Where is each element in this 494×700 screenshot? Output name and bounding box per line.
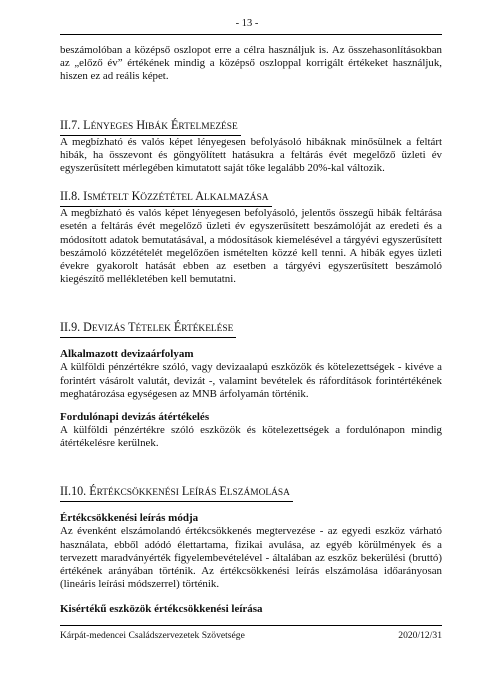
section-heading-ii8: II.8. ISMÉTELT KÖZZÉTÉTEL ALKALMAZÁSA — [60, 189, 272, 207]
intro-paragraph: beszámolóban a középső oszlopot erre a célra használjuk is. Az összehasonlításokban az „előző év” értékének mindig a középső oszloppal korrigált értékeket használjuk, hiszen ez ad reális képet. — [60, 44, 442, 83]
header-rule — [60, 34, 442, 35]
subsection-title-depreciation-method: Értékcsökkenési leírás módja — [60, 512, 199, 525]
footer-rule — [60, 625, 442, 626]
section-body-ii7: A megbízható és valós képet lényegesen befolyásoló hibáknak minősülnek a feltárt hibák, ha összevont és göngyölített hatásukra a feltárás évét megelőző üzleti év egyszerűsített mérlegében kimutatott saját tőke legalább 20%-kal változik. — [60, 135, 442, 175]
subsection-title-exchange-rate: Alkalmazott devizaárfolyam — [60, 348, 194, 361]
section-body-ii8: A megbízható és valós képet lényegesen befolyásoló, jelentős összegű hibák feltárása esetén a feltárás évét megelőző üzleti év egyszerűsített beszámolóját az eredeti és a módosított adatok bemutatásával, a módosítások kiemelésével a tárgyévi egyszerűsített beszámoló közzétételét megelőzően ismételten közzé kell tenni. A hibák egyes üzleti évekre gyakorolt hatását ebben az esetben a tárgyévi egyszerűsített beszámoló kiegészítő mellékletében kell bemutatni. — [60, 207, 442, 286]
footer-organization: Kárpát-medencei Családszervezetek Szövetsége — [60, 630, 245, 641]
subsection-body-exchange-rate: A külföldi pénzértékre szóló, vagy devizaalapú eszközök és kötelezettségek - kivéve a forintért vásárolt valutát, devizát -, valamint bevételek és ráfordítások forintértékének meghatározása egységesen az MNB árfolyamán történik. — [60, 361, 442, 400]
subsection-title-low-value-assets: Kisértékű eszközök értékcsökkenési leírása — [60, 603, 263, 616]
subsection-body-depreciation-method: Az évenként elszámolandó értékcsökkenés megtervezése - az egyedi eszköz várható használata, ebből adódó élettartama, fizikai avulása, az egyéb körülmények és a tervezett maradványérték figyelembevételével - általában az eszköz bekerülési (bruttó) értékének arányában történik. Az értékcsökkenési leírás elszámolása időarányosan (lineáris leírási módszerrel) történik. — [60, 525, 442, 591]
section-heading-ii10: II.10. ÉRTÉKCSÖKKENÉSI LEÍRÁS ELSZÁMOLÁSA — [60, 484, 293, 502]
footer-date: 2020/12/31 — [398, 630, 442, 641]
section-heading-ii7: II.7. LÉNYEGES HIBÁK ÉRTELMEZÉSE — [60, 118, 241, 136]
page-number: - 13 - — [235, 18, 259, 29]
subsection-title-revaluation: Fordulónapi devizás átértékelés — [60, 411, 210, 424]
page-footer — [60, 630, 442, 641]
subsection-body-revaluation: A külföldi pénzértékre szóló eszközök és kötelezettségek a fordulónapon mindig átértékelésre kerülnek. — [60, 424, 442, 450]
section-heading-ii9: II.9. DEVIZÁS TÉTELEK ÉRTÉKELÉSE — [60, 320, 236, 338]
page-content — [60, 44, 442, 616]
